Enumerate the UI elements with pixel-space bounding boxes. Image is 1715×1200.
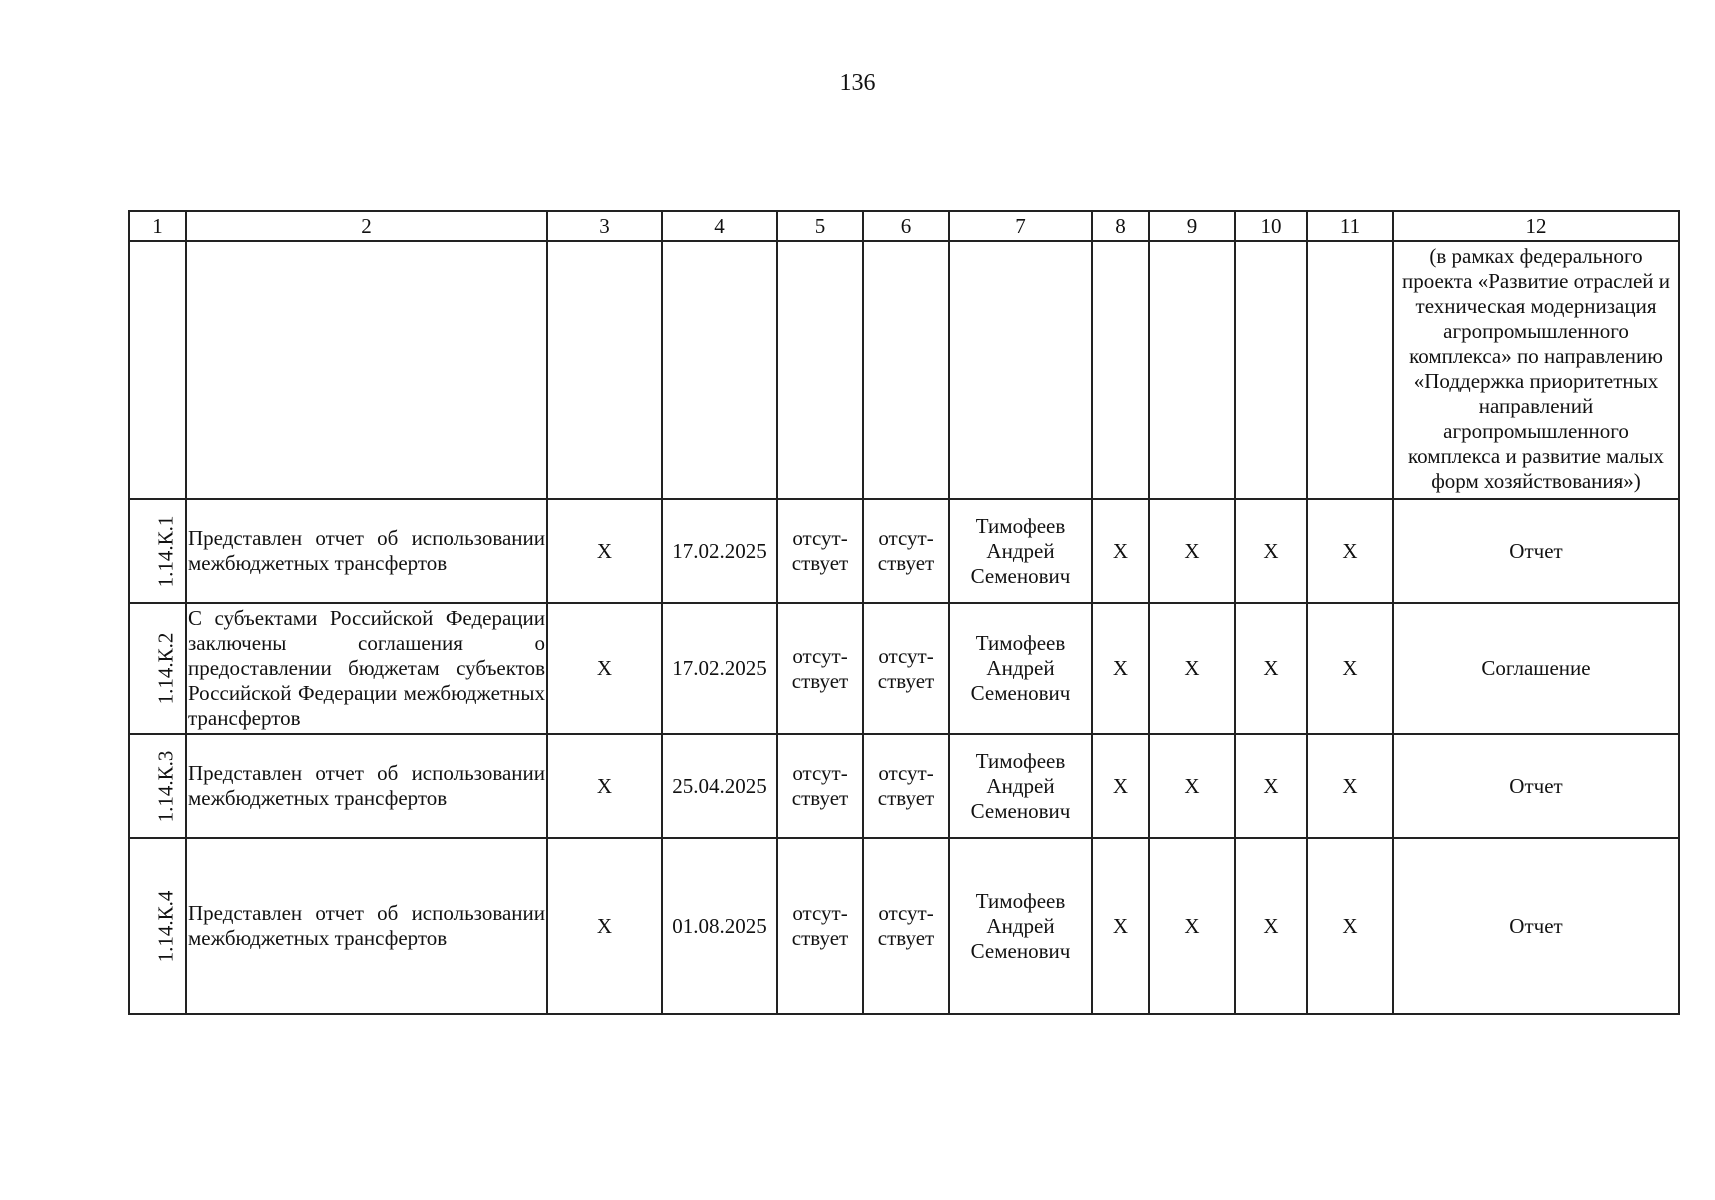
empty-cell xyxy=(777,241,863,499)
column-number: 10 xyxy=(1235,211,1307,241)
federal-project-note: (в рамках федерального проекта «Развитие отраслей и техническая модернизация агропромышленного комплекса» по направлению «Поддержка приоритетных направлений агропромышленного комплекса и развитие малых форм хозяйствования») xyxy=(1393,241,1679,499)
column-number: 5 xyxy=(777,211,863,241)
col6-value: отсут-ствует xyxy=(863,838,949,1014)
column-number: 8 xyxy=(1092,211,1149,241)
column-number: 3 xyxy=(547,211,662,241)
col8-mark: Х xyxy=(1092,603,1149,734)
empty-cell xyxy=(547,241,662,499)
table-row xyxy=(129,838,1679,1014)
col3-mark: Х xyxy=(547,499,662,603)
row-date: 17.02.2025 xyxy=(662,603,777,734)
col9-mark: Х xyxy=(1149,838,1235,1014)
col10-mark: Х xyxy=(1235,603,1307,734)
row-id: 1.14.К.1 xyxy=(129,499,186,603)
empty-cell xyxy=(863,241,949,499)
responsible-person: Тимофеев Андрей Семенович xyxy=(949,603,1092,734)
empty-cell xyxy=(1235,241,1307,499)
col6-value: отсут-ствует xyxy=(863,603,949,734)
row-description: Представлен отчет об использовании межбюджетных трансфертов xyxy=(186,734,547,838)
col9-mark: Х xyxy=(1149,603,1235,734)
table-row xyxy=(129,734,1679,838)
row-id: 1.14.К.2 xyxy=(129,603,186,734)
col5-value: отсут-ствует xyxy=(777,734,863,838)
column-number: 4 xyxy=(662,211,777,241)
col8-mark: Х xyxy=(1092,499,1149,603)
col6-value: отсут-ствует xyxy=(863,499,949,603)
col3-mark: Х xyxy=(547,734,662,838)
empty-cell xyxy=(186,241,547,499)
row-date: 17.02.2025 xyxy=(662,499,777,603)
column-number: 12 xyxy=(1393,211,1679,241)
plan-table xyxy=(128,210,1680,1015)
col8-mark: Х xyxy=(1092,734,1149,838)
column-number: 9 xyxy=(1149,211,1235,241)
column-number: 6 xyxy=(863,211,949,241)
column-number: 7 xyxy=(949,211,1092,241)
col11-mark: Х xyxy=(1307,838,1393,1014)
row-id: 1.14.К.3 xyxy=(129,734,186,838)
col5-value: отсут-ствует xyxy=(777,603,863,734)
col10-mark: Х xyxy=(1235,838,1307,1014)
empty-cell xyxy=(1092,241,1149,499)
row-date: 25.04.2025 xyxy=(662,734,777,838)
row-description: С субъектами Российской Федерации заключены соглашения о предоставлении бюджетам субъектов Российской Федерации межбюджетных трансфертов xyxy=(186,603,547,734)
empty-cell xyxy=(662,241,777,499)
col6-value: отсут-ствует xyxy=(863,734,949,838)
column-number-row xyxy=(129,211,1679,241)
col3-mark: Х xyxy=(547,603,662,734)
col11-mark: Х xyxy=(1307,499,1393,603)
responsible-person: Тимофеев Андрей Семенович xyxy=(949,734,1092,838)
table-row xyxy=(129,603,1679,734)
row-description: Представлен отчет об использовании межбюджетных трансфертов xyxy=(186,499,547,603)
result-document: Отчет xyxy=(1393,838,1679,1014)
row-date: 01.08.2025 xyxy=(662,838,777,1014)
table-row xyxy=(129,499,1679,603)
row-id: 1.14.К.4 xyxy=(129,838,186,1014)
empty-cell xyxy=(1307,241,1393,499)
col8-mark: Х xyxy=(1092,838,1149,1014)
page-number: 136 xyxy=(839,70,876,96)
col10-mark: Х xyxy=(1235,734,1307,838)
responsible-person: Тимофеев Андрей Семенович xyxy=(949,499,1092,603)
empty-cell xyxy=(129,241,186,499)
row-description: Представлен отчет об использовании межбюджетных трансфертов xyxy=(186,838,547,1014)
col9-mark: Х xyxy=(1149,499,1235,603)
column-number: 2 xyxy=(186,211,547,241)
col11-mark: Х xyxy=(1307,603,1393,734)
col11-mark: Х xyxy=(1307,734,1393,838)
col10-mark: Х xyxy=(1235,499,1307,603)
col9-mark: Х xyxy=(1149,734,1235,838)
empty-cell xyxy=(949,241,1092,499)
column-number: 1 xyxy=(129,211,186,241)
column-number: 11 xyxy=(1307,211,1393,241)
result-document: Отчет xyxy=(1393,499,1679,603)
intro-row xyxy=(129,241,1679,499)
responsible-person: Тимофеев Андрей Семенович xyxy=(949,838,1092,1014)
result-document: Отчет xyxy=(1393,734,1679,838)
col5-value: отсут-ствует xyxy=(777,838,863,1014)
col5-value: отсут-ствует xyxy=(777,499,863,603)
col3-mark: Х xyxy=(547,838,662,1014)
empty-cell xyxy=(1149,241,1235,499)
result-document: Соглашение xyxy=(1393,603,1679,734)
